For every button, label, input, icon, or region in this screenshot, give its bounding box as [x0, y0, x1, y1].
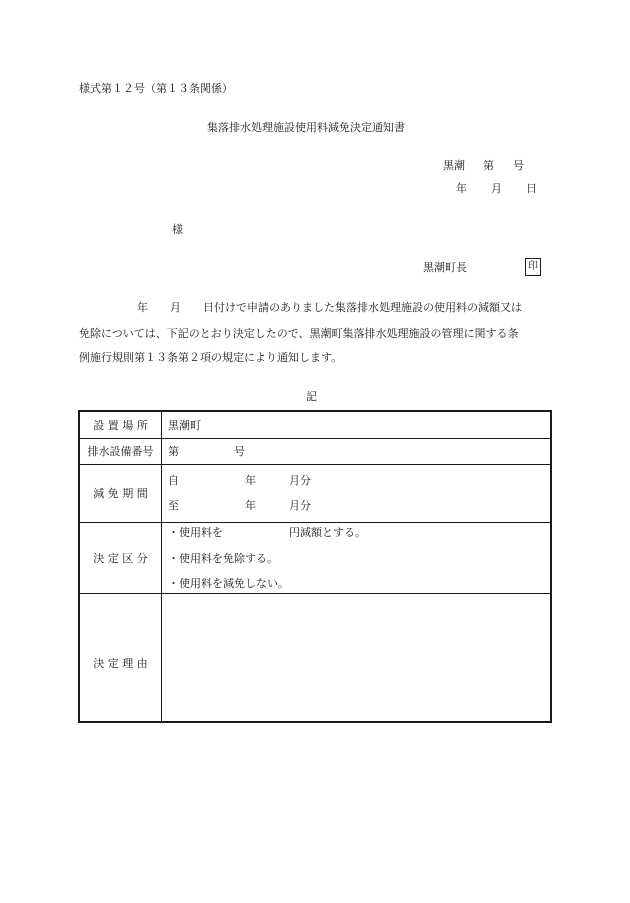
- sender-name: 黒潮町長: [423, 261, 467, 274]
- reason-value-area: [162, 594, 550, 721]
- addressee-honorific: 様: [172, 223, 183, 236]
- location-value: 黒潮町: [168, 419, 201, 432]
- document-title: 集落排水処理施設使用料減免決定通知書: [207, 121, 405, 134]
- form-number: 様式第１２号（第１３条関係）: [79, 82, 233, 95]
- decision-label: 決 定 区 分: [93, 552, 148, 565]
- reference-number: [443, 160, 524, 171]
- decision-option: ・使用料を減免しない。: [168, 577, 289, 590]
- reference-dai: 第: [483, 159, 494, 172]
- decision-option: ・使用料を免除する。: [168, 552, 278, 565]
- row-divider: [80, 522, 550, 523]
- ki-heading: 記: [306, 390, 317, 403]
- body-line-3: 例施行規則第１３条第２項の規定により通知します。: [79, 351, 343, 364]
- date-day: 日: [526, 182, 537, 195]
- row-divider: [80, 464, 550, 465]
- row-divider: [80, 438, 550, 439]
- reason-label: 決 定 理 由: [93, 657, 148, 670]
- body-line-2: 免除については、下記のとおり決定したので、黒潮町集落排水処理施設の管理に関する条: [79, 327, 519, 340]
- reference-go: 号: [513, 159, 524, 172]
- decision-option: ・使用料を 円減額とする。: [168, 526, 366, 539]
- reference-prefix: 黒潮: [443, 159, 465, 172]
- period-to: 至 年 月分: [168, 499, 311, 512]
- date-year: 年: [456, 182, 467, 195]
- seal-mark: 印: [525, 258, 541, 276]
- issue-date: [456, 183, 537, 194]
- body-line-1: [79, 302, 522, 313]
- record-table: [78, 410, 552, 723]
- location-label: 設 置 場 所: [93, 419, 148, 432]
- equipment-value: 第 号: [168, 445, 245, 458]
- period-label: 減 免 期 間: [93, 487, 148, 500]
- period-from: 自 年 月分: [168, 474, 311, 487]
- equipment-label: 排水設備番号: [87, 445, 154, 458]
- date-month: 月: [491, 182, 502, 195]
- body-text-1: 年 月 日付けで申請のありました集落排水処理施設の使用料の減額又は: [137, 301, 522, 314]
